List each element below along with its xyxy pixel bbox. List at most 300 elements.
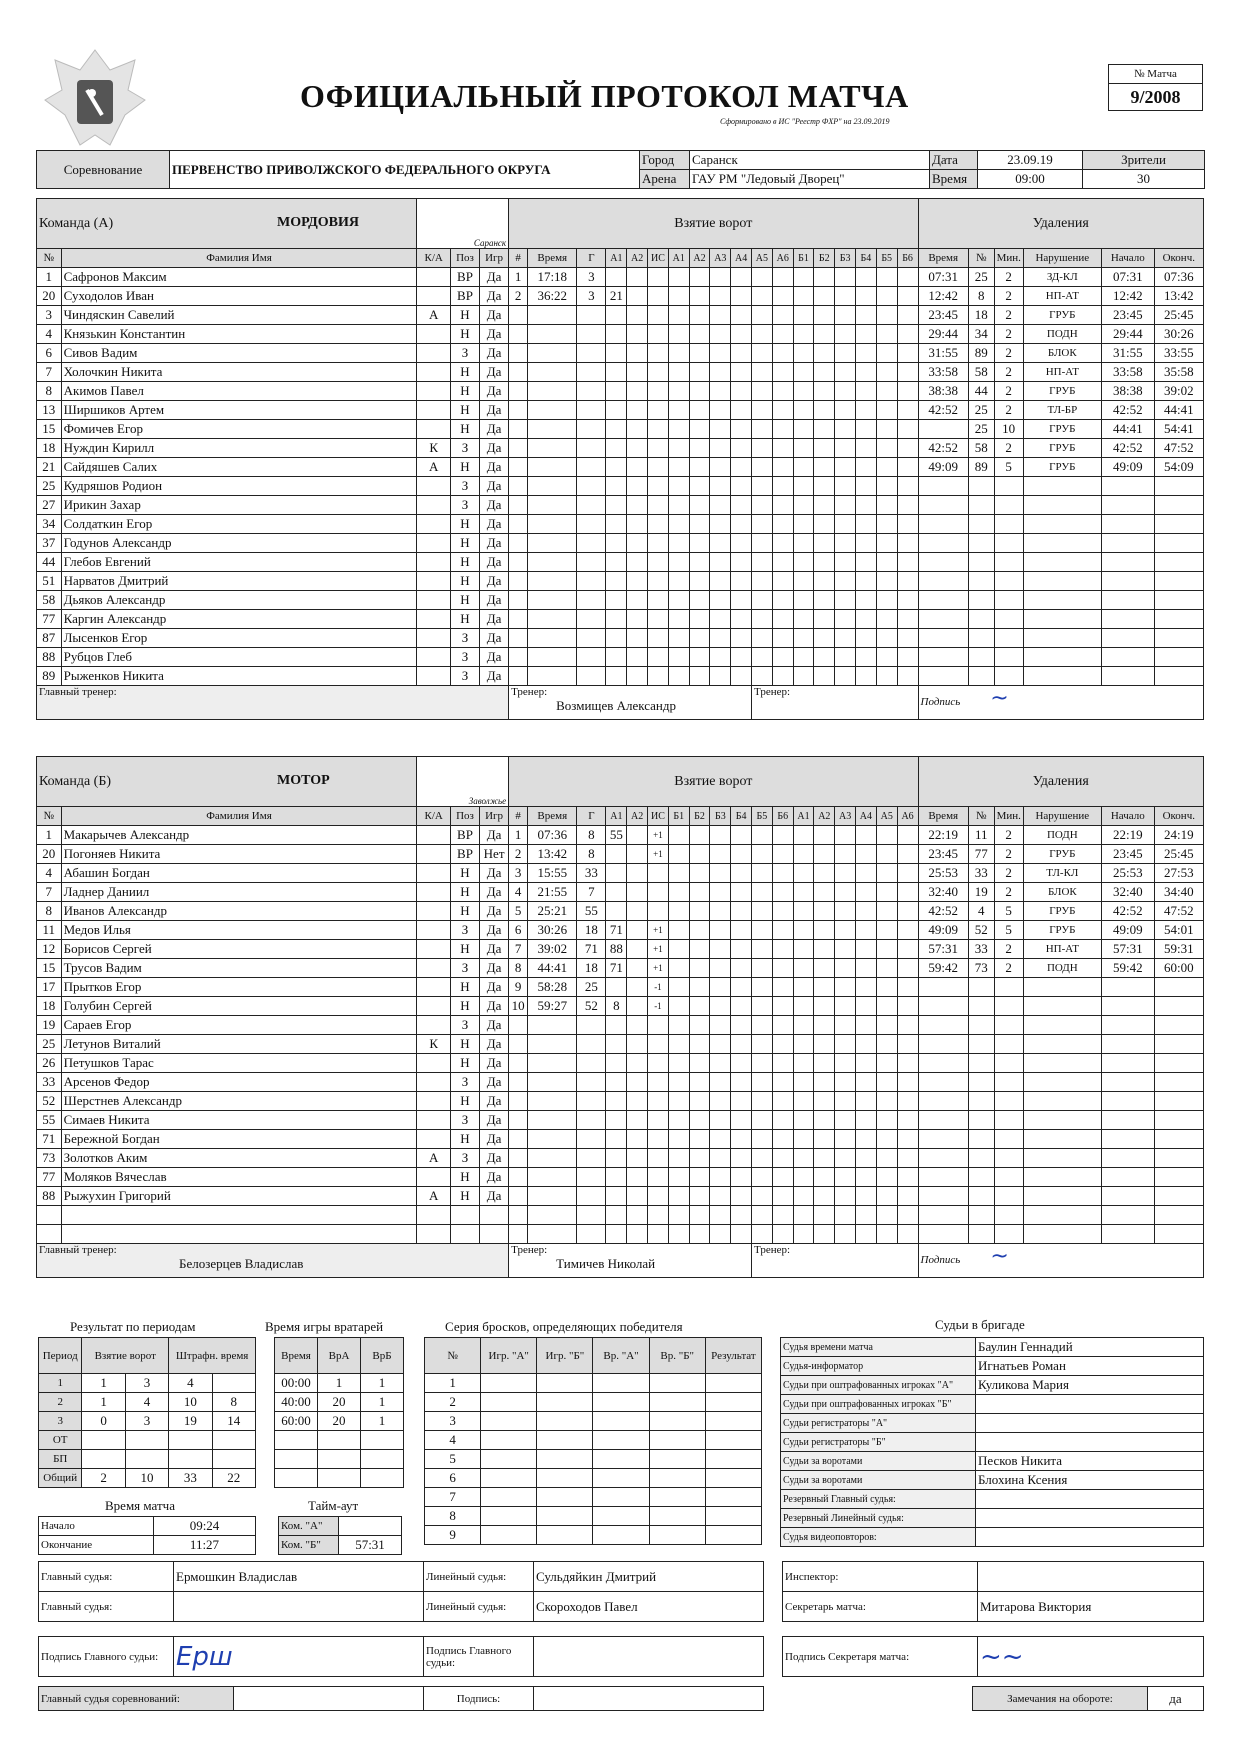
goal-cell xyxy=(876,1035,897,1054)
player-cell: Н xyxy=(450,591,479,610)
hdr-pen-time: Время xyxy=(918,807,968,826)
remarks-value: да xyxy=(1148,1687,1204,1711)
goal-cell xyxy=(627,959,648,978)
player-cell: Н xyxy=(450,902,479,921)
goal-cell xyxy=(577,1149,606,1168)
goal-cell xyxy=(752,477,773,496)
goal-cell xyxy=(876,1092,897,1111)
penalty-cell xyxy=(918,648,968,667)
gk-cell: 60:00 xyxy=(275,1412,318,1431)
goal-cell xyxy=(577,458,606,477)
player-cell xyxy=(417,572,451,591)
player-cell: Н xyxy=(450,534,479,553)
goal-cell xyxy=(731,921,752,940)
player-cell: Да xyxy=(480,610,509,629)
goal-cell xyxy=(835,591,856,610)
goal-cell xyxy=(876,1187,897,1206)
player-cell xyxy=(417,363,451,382)
penalty-cell: 5 xyxy=(994,458,1023,477)
goal-cell xyxy=(835,1206,856,1225)
player-cell: 88 xyxy=(37,648,62,667)
goal-cell xyxy=(509,1073,528,1092)
penalty-cell xyxy=(1102,1225,1155,1244)
penalty-cell: 89 xyxy=(968,344,994,363)
player-cell: Да xyxy=(480,401,509,420)
player-cell xyxy=(417,515,451,534)
goal-cell xyxy=(710,344,731,363)
goal-cell xyxy=(793,420,814,439)
table-row xyxy=(37,1149,1204,1168)
player-cell: Макарычев Александр xyxy=(61,826,417,845)
table-row xyxy=(37,420,1204,439)
goal-cell xyxy=(528,648,577,667)
goal-cell xyxy=(876,401,897,420)
goal-cell xyxy=(772,1225,793,1244)
goal-cell xyxy=(856,534,877,553)
goal-cell xyxy=(814,553,835,572)
hdr-assist-col: А2 xyxy=(627,249,648,268)
penalty-cell xyxy=(968,1225,994,1244)
goal-cell xyxy=(814,1054,835,1073)
goal-cell xyxy=(648,515,669,534)
goal-cell xyxy=(710,845,731,864)
goal-cell xyxy=(897,458,918,477)
hdr-goal-scorer: Г xyxy=(577,807,606,826)
penalty-cell xyxy=(1154,1016,1203,1035)
hdr-assist-col: Б6 xyxy=(897,249,918,268)
coach-signature: ~ xyxy=(990,686,1009,711)
penalty-cell xyxy=(994,572,1023,591)
goal-cell xyxy=(710,401,731,420)
goal-cell xyxy=(528,363,577,382)
goal-cell xyxy=(835,325,856,344)
goal-cell xyxy=(752,997,773,1016)
goal-cell xyxy=(876,1111,897,1130)
goal-cell xyxy=(627,363,648,382)
inspector-table xyxy=(782,1561,1204,1622)
goal-cell xyxy=(876,382,897,401)
player-cell: Кудряшов Родион xyxy=(61,477,417,496)
player-cell xyxy=(417,382,451,401)
goal-cell xyxy=(793,477,814,496)
goal-cell xyxy=(897,864,918,883)
goal-cell xyxy=(689,401,710,420)
goal-cell xyxy=(710,610,731,629)
penalty-cell xyxy=(1154,496,1203,515)
player-cell: 33 xyxy=(37,1073,62,1092)
table-row xyxy=(37,997,1204,1016)
goal-cell xyxy=(731,959,752,978)
penalty-cell xyxy=(1154,667,1203,686)
goal-cell xyxy=(793,306,814,325)
goal-cell xyxy=(577,1130,606,1149)
goal-cell xyxy=(627,864,648,883)
player-cell: Н xyxy=(450,458,479,477)
goal-cell: 55 xyxy=(577,902,606,921)
goal-cell xyxy=(577,363,606,382)
hdr-assist-col: А3 xyxy=(710,249,731,268)
player-cell: Да xyxy=(480,1016,509,1035)
goal-cell xyxy=(668,629,689,648)
player-cell: Да xyxy=(480,591,509,610)
penalty-cell xyxy=(918,477,968,496)
table-row xyxy=(37,978,1204,997)
penalty-cell: 22:19 xyxy=(918,826,968,845)
periods-hdr: Штрафн. время xyxy=(169,1338,256,1374)
goal-cell xyxy=(710,629,731,648)
penalty-cell xyxy=(918,515,968,534)
goal-cell xyxy=(710,940,731,959)
remarks-table xyxy=(972,1686,1204,1711)
goal-cell xyxy=(752,1016,773,1035)
goal-cell: 2 xyxy=(509,287,528,306)
player-cell: ВР xyxy=(450,287,479,306)
goal-cell xyxy=(528,1206,577,1225)
goal-cell xyxy=(752,458,773,477)
goal-cell xyxy=(835,496,856,515)
goal-cell xyxy=(835,1092,856,1111)
goal-cell xyxy=(752,439,773,458)
player-cell: Погоняев Никита xyxy=(61,845,417,864)
goal-cell xyxy=(606,591,627,610)
goal-cell xyxy=(710,959,731,978)
player-cell xyxy=(480,1225,509,1244)
period-cell: 10 xyxy=(169,1393,212,1412)
table-row xyxy=(37,1206,1204,1225)
goal-cell xyxy=(689,477,710,496)
goal-cell xyxy=(814,1168,835,1187)
goal-cell xyxy=(606,864,627,883)
goal-cell xyxy=(710,363,731,382)
goal-cell xyxy=(856,382,877,401)
table-row xyxy=(37,496,1204,515)
goal-cell: 71 xyxy=(606,921,627,940)
goal-cell xyxy=(856,1111,877,1130)
goal-cell xyxy=(876,268,897,287)
player-cell: К xyxy=(417,1035,451,1054)
goal-cell xyxy=(648,325,669,344)
penalty-cell: 07:31 xyxy=(1101,268,1154,287)
player-cell: Да xyxy=(480,648,509,667)
goal-cell xyxy=(856,1168,877,1187)
goal-cell xyxy=(627,902,648,921)
goal-cell xyxy=(835,363,856,382)
table-row xyxy=(37,534,1204,553)
period-cell: 19 xyxy=(169,1412,212,1431)
player-cell: Князькин Константин xyxy=(61,325,417,344)
goal-cell xyxy=(689,1206,710,1225)
gk-cell xyxy=(318,1450,361,1469)
player-cell: Да xyxy=(480,477,509,496)
player-cell: 87 xyxy=(37,629,62,648)
table-row xyxy=(425,1374,762,1393)
penalty-cell: 77 xyxy=(968,845,994,864)
goal-cell xyxy=(528,477,577,496)
ref-role: Судьи при оштрафованных игроках "Б" xyxy=(781,1395,976,1414)
penalty-cell xyxy=(1154,1054,1203,1073)
so-hdr: Вр. "Б" xyxy=(649,1338,705,1374)
penalty-cell: 2 xyxy=(994,864,1023,883)
penalty-cell: ГРУБ xyxy=(1023,382,1101,401)
player-cell: З xyxy=(450,959,479,978)
goal-cell xyxy=(876,477,897,496)
goal-cell xyxy=(528,572,577,591)
hdr-played: Игр xyxy=(480,807,509,826)
penalty-cell: 44:41 xyxy=(1101,420,1154,439)
goal-cell xyxy=(772,648,793,667)
goal-cell xyxy=(668,515,689,534)
goal-cell xyxy=(876,420,897,439)
goal-cell xyxy=(668,344,689,363)
table-row xyxy=(275,1431,404,1450)
goal-cell xyxy=(627,1149,648,1168)
shootout-title: Серия бросков, определяющих победителя xyxy=(445,1319,683,1334)
goal-cell xyxy=(710,382,731,401)
goal-cell xyxy=(577,648,606,667)
table-row xyxy=(37,363,1204,382)
goal-cell xyxy=(897,1111,918,1130)
goal-cell: 33 xyxy=(577,864,606,883)
goal-cell xyxy=(627,1111,648,1130)
goal-cell xyxy=(606,629,627,648)
goal-cell xyxy=(668,1168,689,1187)
penalty-cell xyxy=(968,1054,994,1073)
goal-cell xyxy=(856,287,877,306)
goal-cell xyxy=(752,959,773,978)
penalty-cell: 33 xyxy=(968,940,994,959)
table-row xyxy=(37,648,1204,667)
penalty-cell xyxy=(1023,1130,1101,1149)
goal-cell xyxy=(606,439,627,458)
player-cell xyxy=(417,902,451,921)
goal-cell xyxy=(772,667,793,686)
player-cell xyxy=(417,610,451,629)
goal-cell xyxy=(577,496,606,515)
goal-cell xyxy=(731,591,752,610)
period-cell xyxy=(125,1431,168,1450)
goal-cell xyxy=(627,439,648,458)
ref-role: Резервный Главный судья: xyxy=(781,1490,976,1509)
penalty-cell xyxy=(1154,572,1203,591)
goal-cell xyxy=(752,883,773,902)
table-row xyxy=(37,845,1204,864)
penalty-cell xyxy=(1023,1035,1101,1054)
logo xyxy=(40,45,150,155)
goal-cell xyxy=(752,1092,773,1111)
player-cell: З xyxy=(450,344,479,363)
player-cell: Да xyxy=(480,515,509,534)
goal-cell xyxy=(668,940,689,959)
player-cell xyxy=(417,883,451,902)
hdr-pen-no: № xyxy=(968,807,994,826)
penalty-cell xyxy=(1101,553,1154,572)
goal-cell xyxy=(897,959,918,978)
linesman-1: Сульдяйкин Дмитрий xyxy=(534,1562,764,1592)
goal-cell xyxy=(835,1187,856,1206)
goal-cell xyxy=(689,902,710,921)
penalty-cell: 33:58 xyxy=(1101,363,1154,382)
goal-cell: 9 xyxy=(509,978,528,997)
penalty-cell: ГРУБ xyxy=(1023,306,1101,325)
goal-cell xyxy=(752,921,773,940)
goal-cell xyxy=(897,610,918,629)
goal-cell xyxy=(528,515,577,534)
goal-cell xyxy=(752,1111,773,1130)
goal-cell xyxy=(772,553,793,572)
penalty-cell: ТЛ-КЛ xyxy=(1023,864,1101,883)
goal-cell xyxy=(528,1149,577,1168)
head-coach-label: Главный тренер: xyxy=(39,686,117,698)
spectators-label: Зрители xyxy=(1083,151,1205,170)
hdr-ka: К/А xyxy=(417,249,451,268)
goal-cell xyxy=(528,534,577,553)
goal-cell: +1 xyxy=(648,959,669,978)
goal-cell: 8 xyxy=(606,997,627,1016)
penalty-cell: 42:52 xyxy=(1101,439,1154,458)
goal-cell xyxy=(772,1073,793,1092)
penalty-cell: 07:31 xyxy=(918,268,968,287)
goal-cell xyxy=(731,1187,752,1206)
goal-cell xyxy=(752,534,773,553)
penalty-cell: 5 xyxy=(994,902,1023,921)
player-cell: 20 xyxy=(37,845,62,864)
goal-cell xyxy=(835,572,856,591)
goal-cell: 58:28 xyxy=(528,978,577,997)
goal-cell xyxy=(876,287,897,306)
goal-cell xyxy=(577,1073,606,1092)
goal-cell xyxy=(606,515,627,534)
penalty-cell xyxy=(994,1073,1023,1092)
goal-cell xyxy=(606,325,627,344)
goal-cell xyxy=(509,1187,528,1206)
goal-cell xyxy=(689,268,710,287)
goal-cell xyxy=(710,1130,731,1149)
player-cell: Да xyxy=(480,667,509,686)
goal-cell xyxy=(577,306,606,325)
goal-cell xyxy=(689,1225,710,1244)
goal-cell xyxy=(689,978,710,997)
goal-cell: 2 xyxy=(509,845,528,864)
player-cell: Лысенков Егор xyxy=(61,629,417,648)
goal-cell xyxy=(814,420,835,439)
gk-hdr: Время xyxy=(275,1338,318,1374)
penalty-cell xyxy=(994,1054,1023,1073)
player-cell: 1 xyxy=(37,826,62,845)
player-cell: Сайдяшев Салих xyxy=(61,458,417,477)
goal-cell xyxy=(793,845,814,864)
ref-name xyxy=(976,1528,1204,1547)
player-cell: З xyxy=(450,921,479,940)
goal-cell xyxy=(876,591,897,610)
goal-cell xyxy=(606,1168,627,1187)
goal-cell xyxy=(897,667,918,686)
player-cell: Бережной Богдан xyxy=(61,1130,417,1149)
goal-cell xyxy=(648,629,669,648)
teamA-name: МОРДОВИЯ xyxy=(277,215,360,230)
penalty-cell: 54:09 xyxy=(1154,458,1203,477)
timeout-title: Тайм-аут xyxy=(308,1498,359,1513)
goal-cell xyxy=(856,439,877,458)
goal-cell xyxy=(528,458,577,477)
goal-cell xyxy=(897,477,918,496)
goal-cell xyxy=(876,458,897,477)
table-row xyxy=(39,1393,256,1412)
goal-cell xyxy=(689,458,710,477)
penalty-cell xyxy=(918,1016,968,1035)
goal-cell xyxy=(689,1130,710,1149)
table-row xyxy=(37,1035,1204,1054)
penalty-cell xyxy=(1023,610,1101,629)
time-value: 09:00 xyxy=(978,170,1083,189)
player-cell: Рыжухин Григорий xyxy=(61,1187,417,1206)
goal-cell: 17:18 xyxy=(528,268,577,287)
goal-cell xyxy=(668,1111,689,1130)
goal-cell xyxy=(856,1206,877,1225)
penalty-cell xyxy=(968,648,994,667)
goal-cell xyxy=(710,1016,731,1035)
goal-cell xyxy=(606,1016,627,1035)
penalty-cell xyxy=(1154,1187,1203,1206)
penalty-cell xyxy=(968,1168,994,1187)
sign-chief-label: Подпись Главного судьи: xyxy=(39,1637,174,1677)
timeout-b-label: Ком. "Б" xyxy=(279,1536,339,1555)
player-cell: Да xyxy=(480,553,509,572)
penalty-cell: БЛОК xyxy=(1023,344,1101,363)
goal-cell xyxy=(710,439,731,458)
goal-cell xyxy=(731,1225,752,1244)
goal-cell xyxy=(897,902,918,921)
ref-name: Куликова Мария xyxy=(976,1376,1204,1395)
table-row xyxy=(37,1016,1204,1035)
goal-cell xyxy=(897,534,918,553)
player-cell: Н xyxy=(450,515,479,534)
period-cell: 1 xyxy=(82,1393,125,1412)
penalty-cell: 57:31 xyxy=(1102,940,1155,959)
player-cell: Иванов Александр xyxy=(61,902,417,921)
player-cell: Шерстнев Александр xyxy=(61,1092,417,1111)
goal-cell xyxy=(710,864,731,883)
goal-cell xyxy=(710,1149,731,1168)
date-label: Дата xyxy=(930,151,978,170)
penalty-cell: ГРУБ xyxy=(1023,458,1101,477)
player-cell: Н xyxy=(450,325,479,344)
player-cell xyxy=(417,648,451,667)
period-cell: ОТ xyxy=(39,1431,82,1450)
hdr-no: № xyxy=(37,249,62,268)
penalty-cell xyxy=(1102,1130,1155,1149)
goal-cell xyxy=(689,826,710,845)
goal-cell xyxy=(710,496,731,515)
penalty-cell xyxy=(1023,667,1101,686)
shootout-table xyxy=(424,1337,762,1545)
penalty-cell xyxy=(1023,1016,1101,1035)
goal-cell xyxy=(772,629,793,648)
table-row xyxy=(39,1412,256,1431)
goal-cell: 3 xyxy=(509,864,528,883)
goal-cell xyxy=(772,826,793,845)
goal-cell xyxy=(793,1187,814,1206)
goal-cell xyxy=(731,648,752,667)
ref-role: Судьи регистраторы "Б" xyxy=(781,1433,976,1452)
penalty-cell xyxy=(994,1016,1023,1035)
goal-cell xyxy=(897,1073,918,1092)
player-cell xyxy=(417,1130,451,1149)
table-row xyxy=(425,1507,762,1526)
penalty-cell xyxy=(1154,1073,1203,1092)
hdr-goal-time: Время xyxy=(528,249,577,268)
goal-cell xyxy=(731,883,752,902)
goal-cell xyxy=(772,382,793,401)
